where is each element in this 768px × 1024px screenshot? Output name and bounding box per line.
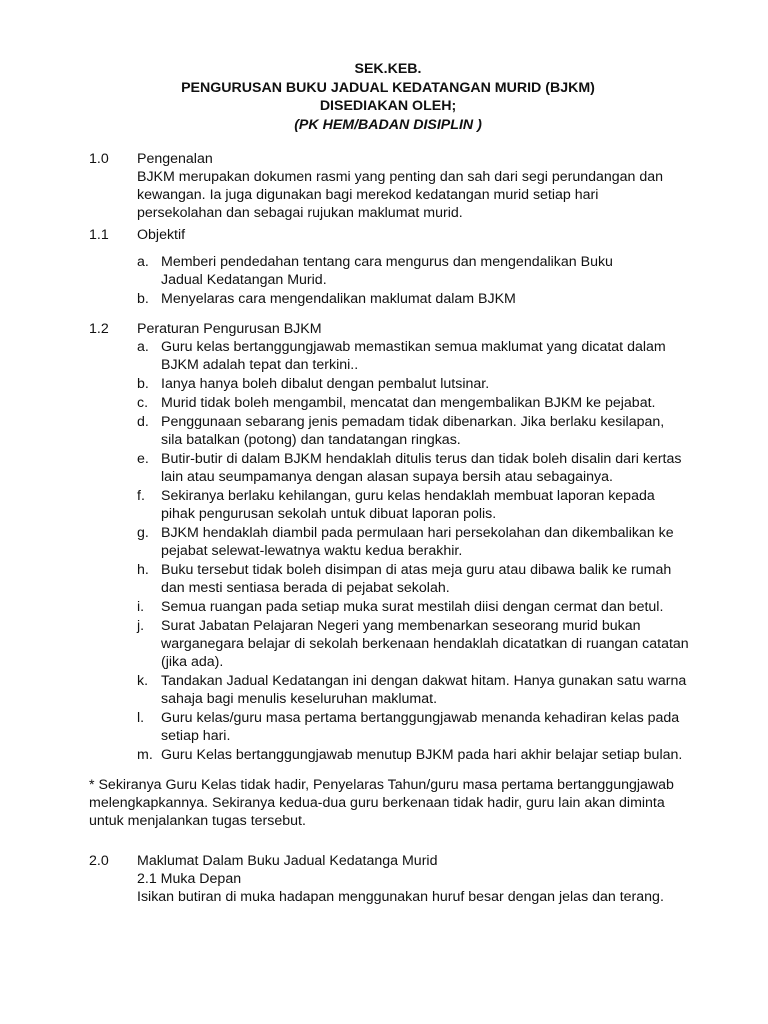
list-item: m. Guru Kelas bertanggungjawab menutup BJKM pada hari akhir belajar setiap bulan. [137,747,683,763]
header-prepared-by: DISEDIAKAN OLEH; [319,98,457,114]
list-item: j. Surat Jabatan Pelajaran Negeri yang membenarkan seseorang murid bukan warganegara belajar di sekolah berkenaan hendaklah dicatatkan di ruangan catatan (jika ada). [137,618,689,670]
subsection-text: Isikan butiran di muka hadapan menggunakan huruf besar dengan jelas dan terang. [137,889,664,905]
list-item: l. Guru kelas/guru masa pertama bertanggungjawab menanda kehadiran kelas pada setiap hari. [137,710,680,744]
list-item: b. Ianya hanya boleh dibalut dengan pembalut lutsinar. [137,376,490,392]
note [89,776,681,830]
rules-list [137,338,689,764]
section-number: 1.1 [89,227,109,243]
document-header [0,60,768,134]
list-item: c. Murid tidak boleh mengambil, mencatat dan mengembalikan BJKM ke pejabat. [137,395,656,411]
header-title: PENGURUSAN BUKU JADUAL KEDATANGAN MURID (BJKM) [181,79,595,96]
section-text: BJKM merupakan dokumen rasmi yang penting dan sah dari segi perundangan dan kewangan. Ia juga digunakan bagi merekod kedatangan murid setiap hari persekolahan dan sebagai rujukan maklumat murid. [137,169,664,221]
list-item: a. Memberi pendedahan tentang cara mengurus dan mengendalikan Buku Jadual Kedatangan Murid. [137,254,613,288]
list-item: g. BJKM hendaklah diambil pada permulaan hari persekolahan dan dikembalikan ke pejabat selewat-lewatnya waktu kedua berakhir. [137,525,674,559]
section-number: 1.0 [89,151,109,167]
list-item: i. Semua ruangan pada setiap muka surat mestilah diisi dengan cermat dan betul. [137,599,664,615]
section-number: 1.2 [89,321,109,337]
list-item: k. Tandakan Jadual Kedatangan ini dengan dakwat hitam. Hanya gunakan satu warna sahaja bagi menulis keseluruhan maklumat. [137,673,687,707]
list-item: f. Sekiranya berlaku kehilangan, guru kelas hendaklah membuat laporan kepada pihak pengurusan sekolah untuk dibuat laporan polis. [137,488,655,522]
list-item: b. Menyelaras cara mengendalikan maklumat dalam BJKM [137,291,516,307]
list-item: a. Guru kelas bertanggungjawab memastikan semua maklumat yang dicatat dalam BJKM adalah tepat dan terkini.. [137,339,666,373]
note-text: * Sekiranya Guru Kelas tidak hadir, Penyelaras Tahun/guru masa pertama bertanggungjawab melengkapkannya. Sekiranya kedua-dua guru berkenaan tidak hadir, guru lain akan diminta untuk menjalankan tugas tersebut. [89,777,674,829]
section-number: 2.0 [89,853,109,869]
list-item: h. Buku tersebut tidak boleh disimpan di atas meja guru atau dibawa balik ke rumah dan mesti sentiasa berada di pejabat sekolah. [137,562,672,596]
section-title: Objektif [137,227,186,243]
subsection-title: 2.1 Muka Depan [137,871,242,887]
section-title: Maklumat Dalam Buku Jadual Kedatanga Murid [137,853,438,869]
section-title: Peraturan Pengurusan BJKM [137,321,322,337]
objective-list [137,253,637,308]
header-school: SEK.KEB. [354,61,422,77]
list-item: d. Penggunaan sebarang jenis pemadam tidak dibenarkan. Jika berlaku kesilapan, sila batalkan (potong) dan tandatangan ringkas. [137,414,665,448]
section-title: Pengenalan [137,151,213,167]
header-author: (PK HEM/BADAN DISIPLIN ) [294,116,482,133]
list-item: e. Butir-butir di dalam BJKM hendaklah ditulis terus dan tidak boleh disalin dari kertas lain atau seumpamanya dengan alasan supaya bersih atau sebagainya. [137,451,682,485]
